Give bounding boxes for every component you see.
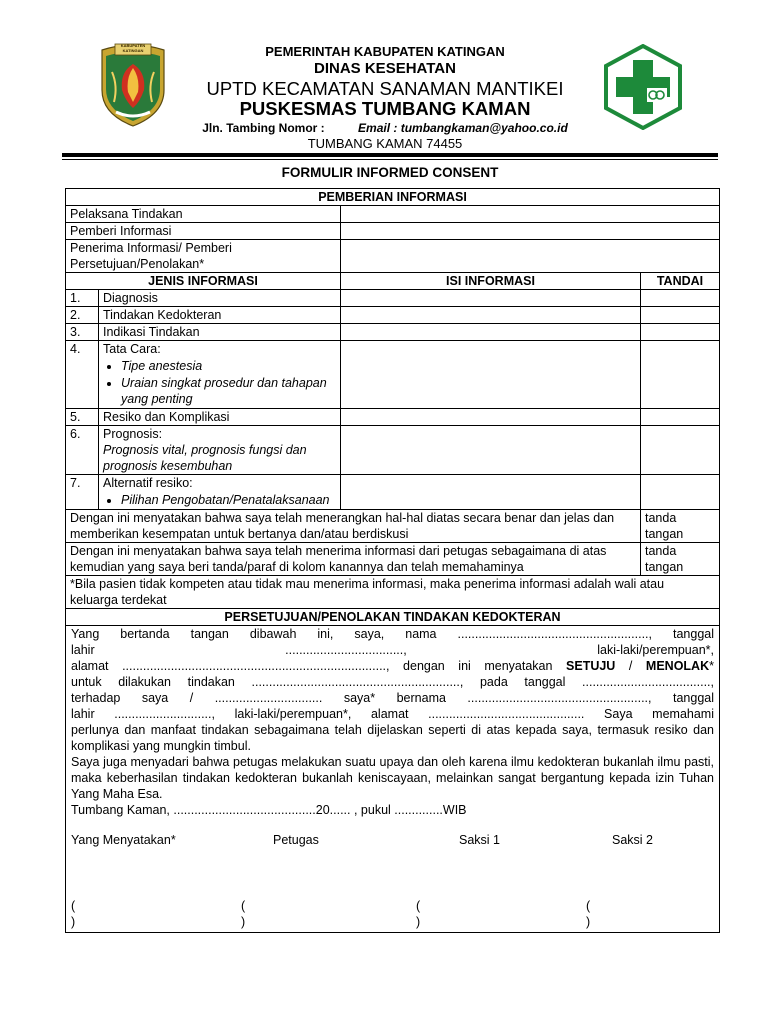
header-address: Jln. Tambing Nomor : — [202, 121, 325, 135]
paren-close: ) — [586, 915, 591, 929]
header-department: DINAS KESEHATAN — [314, 60, 456, 77]
item-label — [99, 341, 341, 409]
consent-understanding: perlunya dan manfaat tindakan sebagaimana telah dijelaskan seperti di atas kepada saya, termasuk resiko dan komplikasi yang mungkin timbul. — [71, 723, 714, 753]
sig-label-petugas: Petugas — [273, 833, 319, 847]
item-number: 3. — [66, 324, 99, 341]
item-label: Resiko dan Komplikasi — [99, 409, 341, 426]
table-row — [66, 341, 720, 409]
item-tandai-cell[interactable] — [641, 307, 720, 324]
consent-decision-slash: / — [615, 659, 646, 673]
pemberi-label: Pemberi Informasi — [66, 223, 341, 240]
item-number: 2. — [66, 307, 99, 324]
bullet-list — [103, 492, 336, 508]
setuju-option[interactable]: SETUJU — [566, 659, 616, 673]
table-row — [66, 324, 720, 341]
statement-dokter-sign[interactable]: tanda tangan — [641, 510, 720, 543]
table-row — [66, 290, 720, 307]
sig-bracket-4[interactable] — [586, 898, 692, 930]
paren-open: ( — [586, 899, 591, 913]
table-row — [66, 426, 720, 475]
regency-crest-logo — [98, 42, 168, 128]
item-tandai-cell[interactable] — [641, 475, 720, 510]
consent-body-row — [66, 626, 720, 933]
item-tandai-cell[interactable] — [641, 324, 720, 341]
header-uptd: UPTD KECAMATAN SANAMAN MANTIKEI — [206, 78, 564, 99]
item-isi-cell[interactable] — [341, 426, 641, 475]
paren-open: ( — [241, 899, 246, 913]
statement-dokter: Dengan ini menyatakan bahwa saya telah menerangkan hal-hal diatas secara benar dan jelas dan memberikan kesempatan untuk bertanya dan/atau berdiskusi — [66, 510, 641, 543]
item-label: Indikasi Tindakan — [99, 324, 341, 341]
penerima-label — [66, 240, 341, 273]
penerima-value[interactable] — [341, 240, 720, 273]
paren-open: ( — [71, 899, 76, 913]
sig-bracket-1[interactable] — [71, 898, 205, 930]
header-rule-thick — [62, 153, 718, 157]
consent-awareness: Saya juga menyadari bahwa petugas melakukan suatu upaya dan oleh karena ilmu kedokteran bukanlah ilmu pasti, maka keberhasilan tindakan kedokteran bukanlah keniscayaan, melainkan sangat bergantung kepada izin Tuhan Yang Maha Esa. — [71, 755, 714, 801]
pemberian-heading: PEMBERIAN INFORMASI — [66, 189, 720, 206]
bullet-item: • Uraian singkat prosedur dan tahapan yang penting — [121, 375, 336, 407]
consent-line: Yang bertanda tangan dibawah ini, saya, nama ......................................................., tanggal — [71, 627, 714, 641]
consent-line-decision — [71, 658, 714, 674]
sig-bracket-2[interactable] — [241, 898, 371, 930]
menolak-option[interactable]: MENOLAK — [645, 659, 710, 673]
sig-label-saksi2: Saksi 2 — [612, 833, 653, 847]
pemberi-row — [66, 223, 720, 240]
item-label-text: Alternatif resiko: — [103, 476, 193, 490]
item-label — [99, 426, 341, 475]
col-jenis-informasi: JENIS INFORMASI — [66, 273, 341, 290]
col-isi-informasi: ISI INFORMASI — [341, 273, 641, 290]
pemberian-heading-row — [66, 189, 720, 206]
header-puskesmas: PUSKESMAS TUMBANG KAMAN — [239, 98, 531, 119]
item-isi-cell[interactable] — [341, 341, 641, 409]
signature-labels — [71, 832, 714, 848]
item-isi-cell[interactable] — [341, 409, 641, 426]
item-tandai-cell[interactable] — [641, 290, 720, 307]
guardian-note: *Bila pasien tidak kompeten atau tidak mau menerima informasi, maka penerima informasi adalah wali atau keluarga terdekat — [66, 576, 720, 609]
consent-heading: PERSETUJUAN/PENOLAKAN TINDAKAN KEDOKTERAN — [66, 609, 720, 626]
item-number: 6. — [66, 426, 99, 475]
header-email-label: Email : — [358, 121, 398, 135]
item-tandai-cell[interactable] — [641, 409, 720, 426]
bullet-item: • Pilihan Pengobatan/Penatalaksanaan — [121, 492, 336, 508]
item-tandai-cell[interactable] — [641, 426, 720, 475]
penerima-row — [66, 240, 720, 273]
table-row — [66, 409, 720, 426]
sig-label-yang-menyatakan: Yang Menyatakan* — [71, 833, 176, 847]
col-tandai: TANDAI — [641, 273, 720, 290]
consent-line: lahir .................................., laki-laki/perempuan*, — [71, 643, 714, 657]
paren-close: ) — [71, 915, 76, 929]
item-number: 5. — [66, 409, 99, 426]
statement-row — [66, 543, 720, 576]
item-label: Tindakan Kedokteran — [99, 307, 341, 324]
item-label-text: Prognosis: — [103, 427, 163, 441]
item-isi-cell[interactable] — [341, 475, 641, 510]
header-address-line — [170, 121, 600, 135]
paren-close: ) — [416, 915, 421, 929]
header-rule-thin — [62, 159, 718, 160]
columns-header-row — [66, 273, 720, 290]
paren-open: ( — [416, 899, 421, 913]
bullet-item: • Tipe anestesia — [121, 358, 336, 374]
consent-form-table — [65, 188, 720, 933]
statement-penerima-sign[interactable]: tanda tangan — [641, 543, 720, 576]
table-row — [66, 307, 720, 324]
pelaksana-row — [66, 206, 720, 223]
consent-heading-row — [66, 609, 720, 626]
signature-brackets — [71, 898, 714, 932]
paren-close: ) — [241, 915, 246, 929]
consent-line: untuk dilakukan tindakan ............................................................, pada tanggal ....................................., — [71, 675, 714, 689]
header-email: tumbangkaman@yahoo.co.id — [400, 121, 568, 135]
place-date-line: Tumbang Kaman, .........................................20...... , pukul ..............WIB — [71, 803, 467, 817]
regency-crest-text: KABUPATEN KATINGAN — [120, 43, 146, 53]
statement-row — [66, 510, 720, 543]
consent-decision-prefix: alamat ............................................................................, dengan ini menyatakan — [71, 659, 567, 673]
item-isi-cell[interactable] — [341, 324, 641, 341]
item-isi-cell[interactable] — [341, 307, 641, 324]
item-label: Diagnosis — [99, 290, 341, 307]
pemberi-value[interactable] — [341, 223, 720, 240]
table-row — [66, 475, 720, 510]
item-number: 7. — [66, 475, 99, 510]
item-label — [99, 475, 341, 510]
form-title: FORMULIR INFORMED CONSENT — [281, 165, 499, 180]
consent-body — [66, 626, 720, 933]
consent-decision-asterisk: * — [709, 659, 714, 673]
item-tandai-cell[interactable] — [641, 341, 720, 409]
sig-bracket-3[interactable] — [416, 898, 552, 930]
consent-line: terhadap saya / ............................... saya* bernama ...................................................., tanggal — [71, 691, 714, 705]
item-label-italic: Prognosis vital, prognosis fungsi dan prognosis kesembuhan — [103, 443, 307, 473]
statement-penerima: Dengan ini menyatakan bahwa saya telah menerima informasi dari petugas sebagaimana di atas kemudian yang saya beri tanda/paraf di kolom kanannya dan telah memahaminya — [66, 543, 641, 576]
penerima-label-line2: Persetujuan/Penolakan* — [70, 257, 205, 271]
header-city: TUMBANG KAMAN 74455 — [307, 136, 463, 151]
consent-line: lahir ............................, laki-laki/perempuan*, alamat ............................................. Saya memahami — [71, 707, 714, 721]
puskesmas-logo — [600, 44, 686, 130]
note-row — [66, 576, 720, 609]
item-number: 1. — [66, 290, 99, 307]
item-isi-cell[interactable] — [341, 290, 641, 307]
header-government: PEMERINTAH KABUPATEN KATINGAN — [265, 44, 505, 59]
sig-label-saksi1: Saksi 1 — [459, 833, 500, 847]
item-number: 4. — [66, 341, 99, 409]
pelaksana-label: Pelaksana Tindakan — [66, 206, 341, 223]
pelaksana-value[interactable] — [341, 206, 720, 223]
bullet-list — [103, 358, 336, 407]
penerima-label-line1: Penerima Informasi/ Pemberi — [70, 241, 232, 255]
item-label-text: Tata Cara: — [103, 342, 161, 356]
